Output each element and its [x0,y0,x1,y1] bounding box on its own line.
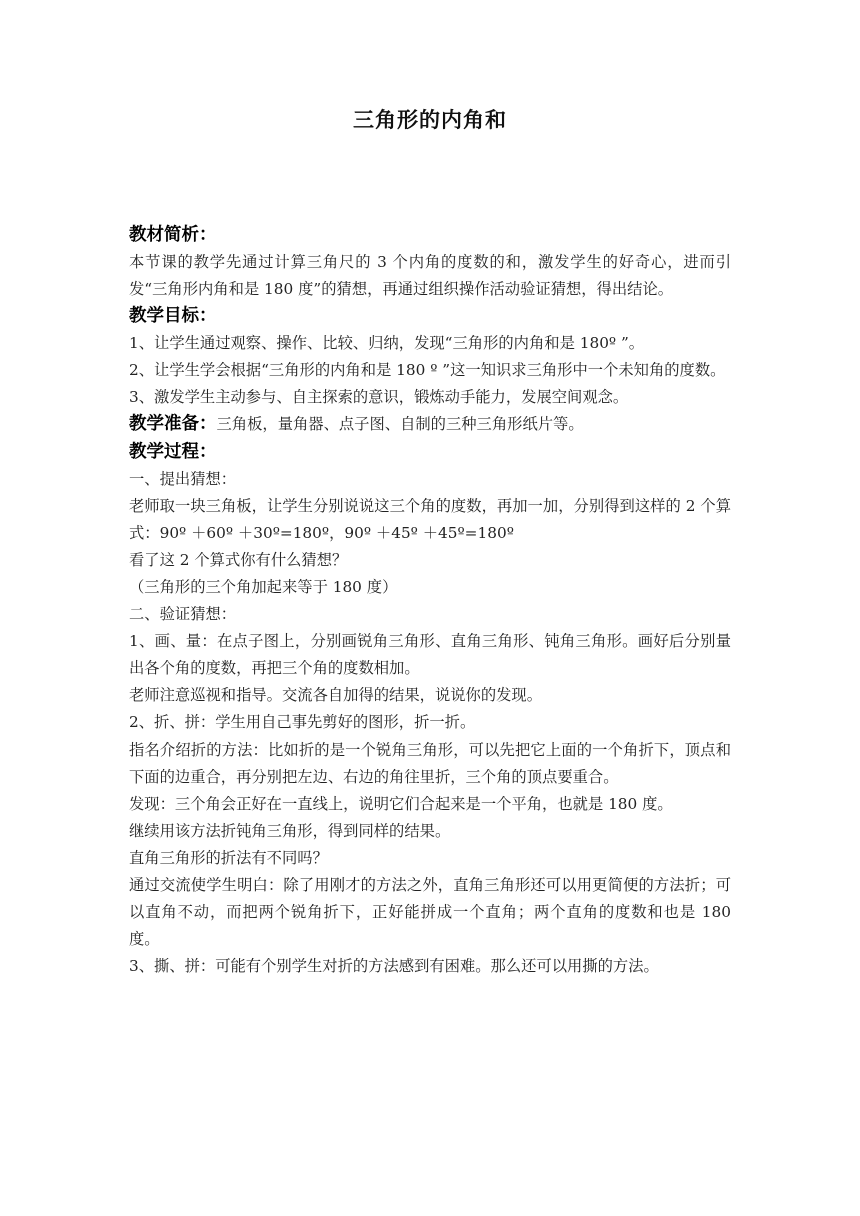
analysis-text: 本节课的教学先通过计算三角尺的 3 个内角的度数的和，激发学生的好奇心，进而引发“三角形内角和是 180 度”的猜想，再通过组织操作活动验证猜想，得出结论。 [129,253,731,299]
process-paragraph: （三角形的三个角加起来等于 180 度） [129,577,398,596]
section-heading-analysis: 教材简析： [129,225,217,245]
prep-paragraph [129,411,731,438]
process-paragraph: 通过交流使学生明白：除了用刚才的方法之外，直角三角形还可以用更简便的方法折；可以直角不动，而把两个锐角折下，正好能拼成一个直角；两个直角的度数和也是 180 度。 [129,875,731,949]
process-paragraph: 一、提出猜想： [129,469,237,488]
section-heading-process: 教学过程： [129,441,217,462]
goal-item-3: 3、激发学生主动参与、自主探索的意识，锻炼动手能力，发展空间观念。 [129,388,629,407]
process-paragraph: 2、折、拼：学生用自己事先剪好的图形，折一折。 [129,713,476,732]
process-paragraph: 直角三角形的折法有不同吗？ [129,848,328,867]
section-heading-goals: 教学目标： [129,306,217,327]
process-paragraph: 发现：三个角会正好在一直线上，说明它们合起来是一个平角，也就是 180 度。 [129,794,673,813]
document-title: 三角形的内角和 [353,107,507,132]
process-paragraph: 看了这 2 个算式你有什么猜想？ [129,550,348,569]
process-paragraph: 继续用该方法折钝角三角形，得到同样的结果。 [129,821,451,840]
process-paragraph: 老师取一块三角板，让学生分别说说这三个角的度数，再加一加，分别得到这样的 2 个算式：90º ＋60º ＋30º=180º，90º ＋45º ＋45º=180º [129,496,731,542]
prep-text: 三角板，量角器、点子图、自制的三种三角形纸片等。 [216,415,584,434]
process-paragraph: 3、撕、拼：可能有个别学生对折的方法感到有困难。那么还可以用撕的方法。 [129,957,659,976]
goal-item-2: 2、让学生学会根据“三角形的内角和是 180 º ”这一知识求三角形中一个未知角的度数。 [129,361,726,380]
document-body [129,222,731,980]
process-paragraph: 老师注意巡视和指导。交流各自加得的结果，说说你的发现。 [129,686,543,705]
process-paragraph: 指名介绍折的方法：比如折的是一个锐角三角形，可以先把它上面的一个角折下，顶点和下面的边重合，再分别把左边、右边的角往里折，三个角的顶点要重合。 [129,740,731,786]
goal-item-1: 1、让学生通过观察、操作、比较、归纳，发现“三角形的内角和是 180º ”。 [129,334,645,353]
process-paragraph: 二、验证猜想： [129,605,237,624]
section-heading-prep: 教学准备： [129,414,217,435]
process-paragraph: 1、画、量：在点子图上，分别画锐角三角形、直角三角形、钝角三角形。画好后分别量出各个角的度数，再把三个角的度数相加。 [129,632,731,678]
